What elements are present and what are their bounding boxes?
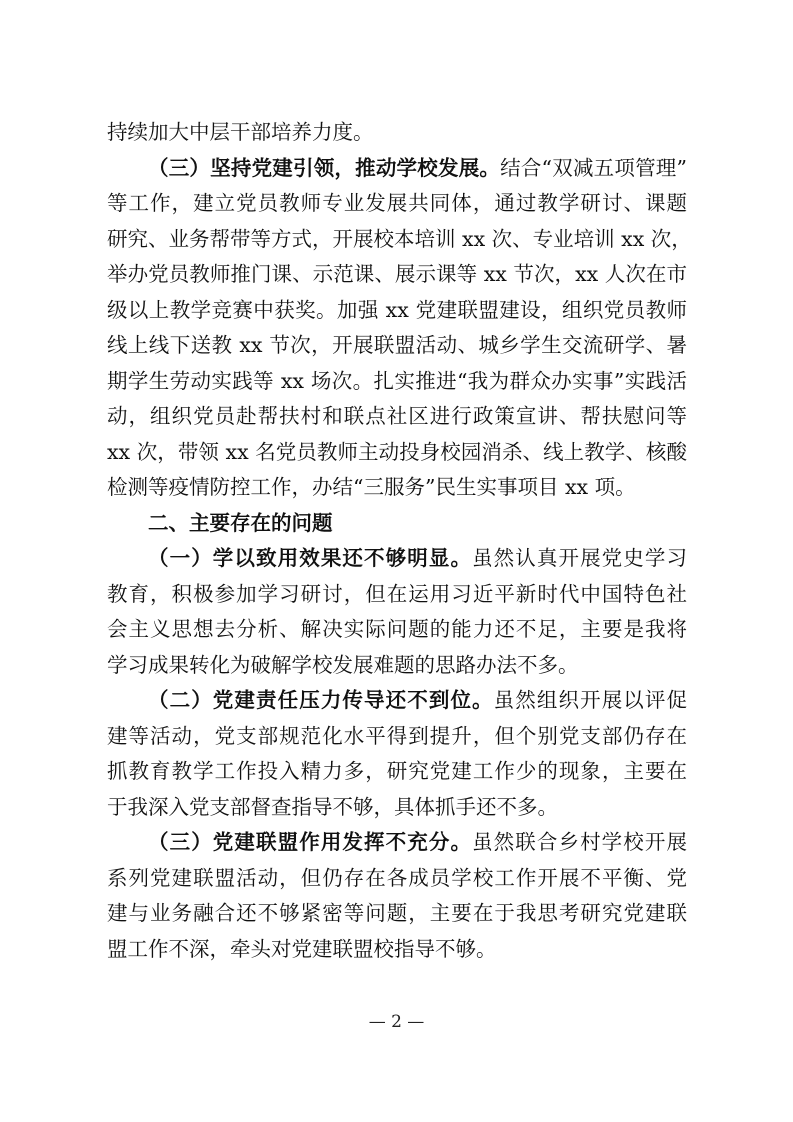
- paragraph-heading: （一）学以致用效果还不够明显。: [148, 546, 473, 570]
- paragraph-line: 建与业务融合还不够紧密等问题，主要在于我思考研究党建联: [107, 901, 687, 925]
- paragraph-text: 结合“双减五项管理”: [500, 155, 687, 180]
- paragraph-text: 虽然联合乡村学校开展: [472, 830, 687, 854]
- paragraph-first-line: [107, 541, 687, 577]
- paragraph-line: 检测等疫情防控工作，办结“三服务”民生实事项目 xx 项。: [107, 475, 636, 499]
- paragraph-line: xx 次，带领 xx 名党员教师主动投身校园消杀、线上教学、核酸: [107, 439, 687, 464]
- paragraph-line: 系列党建联盟活动，但仍存在各成员学校工作开展不平衡、党: [107, 865, 687, 890]
- paragraph-line: 动，组织党员赴帮扶村和联点社区进行政策宣讲、帮扶慰问等: [107, 404, 687, 428]
- section-heading: 二、主要存在的问题: [148, 510, 333, 535]
- paragraph-line: 期学生劳动实践等 xx 场次。扎实推进“我为群众办实事”实践活: [107, 368, 687, 393]
- paragraph-line: 级以上教学竞赛中获奖。加强 xx 党建联盟建设，组织党员教师: [107, 297, 687, 322]
- paragraph-first-line: [107, 683, 687, 719]
- paragraph-line: 于我深入党支部督查指导不够，具体抓手还不多。: [107, 794, 558, 819]
- paragraph-text: 虽然组织开展以评促: [493, 688, 688, 712]
- paragraph-first-line: [107, 151, 687, 187]
- paragraph-line: 盟工作不深，牵头对党建联盟校指导不够。: [107, 936, 497, 961]
- paragraph-line: 抓教育教学工作投入精力多，研究党建工作少的现象，主要在: [107, 759, 687, 783]
- paragraph-heading: （三）坚持党建引领，推动学校发展。: [148, 155, 501, 180]
- paragraph-line: 线上线下送教 xx 节次，开展联盟活动、城乡学生交流研学、暑: [107, 333, 687, 357]
- document-body: [107, 115, 692, 967]
- paragraph-line: 等工作，建立党员教师专业发展共同体，通过教学研讨、课题: [107, 191, 687, 215]
- paragraph-line: 会主义思想去分析、解决实际问题的能力还不足，主要是我将: [107, 617, 687, 641]
- paragraph-line: 持续加大中层干部培养力度。: [107, 120, 374, 144]
- paragraph-line: 学习成果转化为破解学校发展难题的思路办法不多。: [107, 652, 579, 677]
- paragraph-first-line: [107, 825, 687, 861]
- paragraph-heading: （二）党建责任压力传导还不到位。: [148, 688, 494, 712]
- paragraph-text: 虽然认真开展党史学习: [472, 546, 687, 570]
- paragraph-line: 研究、业务帮带等方式，开展校本培训 xx 次、专业培训 xx 次，: [107, 226, 692, 251]
- paragraph-line: 教育，积极参加学习研讨，但在运用习近平新时代中国特色社: [107, 581, 687, 606]
- paragraph-line: 举办党员教师推门课、示范课、展示课等 xx 节次，xx 人次在市: [107, 262, 687, 286]
- paragraph-heading: （三）党建联盟作用发挥不充分。: [148, 830, 473, 854]
- paragraph-line: 建等活动，党支部规范化水平得到提升，但个别党支部仍存在: [107, 723, 687, 748]
- page-number: — 2 —: [368, 1012, 425, 1032]
